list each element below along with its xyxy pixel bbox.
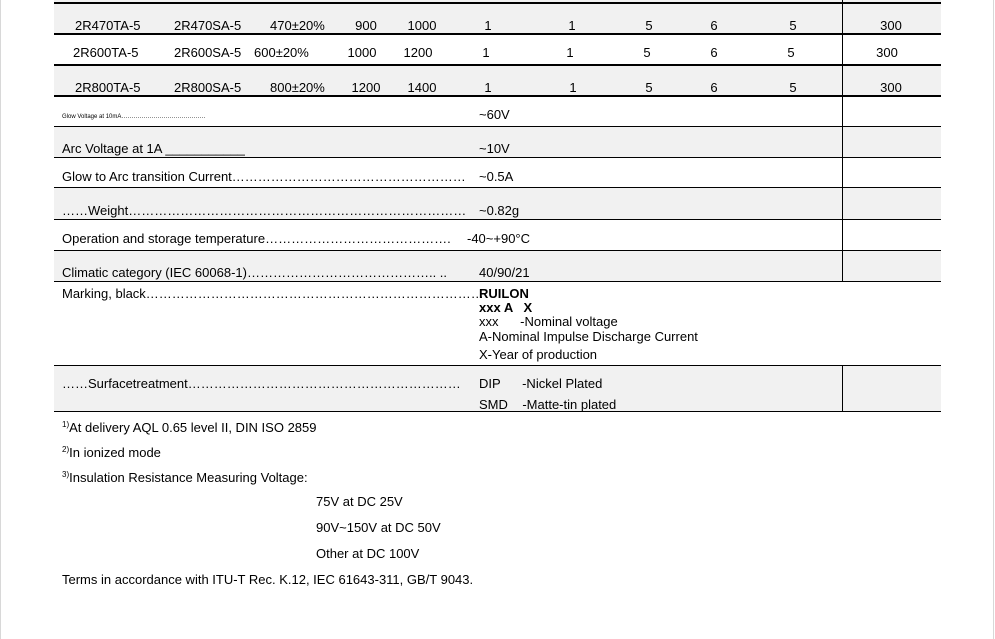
marking-code: xxx A X <box>479 300 533 315</box>
marking-brand: RUILON <box>479 286 529 301</box>
max-impulse: 1000 <box>407 18 437 33</box>
page-edge-left <box>0 0 1 639</box>
type-smd: 2R600SA-5 <box>174 45 242 60</box>
value-3: 5 <box>645 18 653 33</box>
dc-voltage: 600±20% <box>254 45 309 60</box>
value-6: 300 <box>880 18 902 33</box>
type-tht: 2R800TA-5 <box>75 80 141 95</box>
table-rule <box>54 2 941 4</box>
value-3: 5 <box>645 80 653 95</box>
value-3: 5 <box>643 45 651 60</box>
table-rule <box>54 219 941 220</box>
ir-voltage-1: 75V at DC 25V <box>316 494 403 509</box>
table-rule <box>54 33 941 35</box>
table-rule <box>54 187 941 188</box>
marking-line-3: X-Year of production <box>479 347 598 362</box>
ir-voltage-2: 90V~150V at DC 50V <box>316 520 441 535</box>
table-rule <box>54 95 941 97</box>
value-2: 1 <box>566 45 574 60</box>
type-smd: 2R470SA-5 <box>174 18 242 33</box>
min-impulse: 1200 <box>351 80 381 95</box>
footnote-3-text: Insulation Resistance Measuring Voltage: <box>69 470 308 485</box>
ir-voltage-3: Other at DC 100V <box>316 546 420 561</box>
value-5: 5 <box>789 18 797 33</box>
footnote-3-mark: 3) <box>62 470 70 479</box>
value-6: 300 <box>876 45 898 60</box>
max-impulse: 1400 <box>407 80 437 95</box>
type-tht: 2R600TA-5 <box>73 45 139 60</box>
value-6: 300 <box>880 80 902 95</box>
table-rule <box>54 365 941 366</box>
value-1: 1 <box>482 45 490 60</box>
dc-voltage: 470±20% <box>270 18 325 33</box>
column-divider <box>842 365 843 411</box>
value-4: 6 <box>710 18 718 33</box>
value-2: 1 <box>569 80 577 95</box>
weight-label: ……Weight…………………………………………………………………… <box>62 203 467 218</box>
weight-value: ~0.82g <box>479 203 520 218</box>
table-rule <box>54 64 941 66</box>
footnote-1-mark: 1) <box>62 420 70 429</box>
marking-label: Marking, black…………………………………………………………………… <box>62 286 484 301</box>
footnote-1-text: At delivery AQL 0.65 level II, DIN ISO 2859 <box>69 420 317 435</box>
value-2: 1 <box>568 18 576 33</box>
footnote-2 <box>62 445 161 460</box>
glow-to-arc-label: Glow to Arc transition Current……………………………………………… <box>62 169 466 184</box>
temperature-value: -40~+90°C <box>467 231 531 246</box>
surface-dip: DIP -Nickel Plated <box>479 376 603 391</box>
table-rule <box>54 250 941 251</box>
terms-text: Terms in accordance with ITU-T Rec. K.12, IEC 61643-311, GB/T 9043. <box>62 572 474 587</box>
surface-label: ……Surfacetreatment……………………………………………………… <box>62 376 461 391</box>
value-1: 1 <box>484 80 492 95</box>
arc-voltage-label: Arc Voltage at 1A ___________ <box>62 141 245 156</box>
type-smd: 2R800SA-5 <box>174 80 242 95</box>
glow-to-arc-value: ~0.5A <box>479 169 514 184</box>
min-impulse: 900 <box>355 18 377 33</box>
dc-voltage: 800±20% <box>270 80 325 95</box>
glow-voltage-label: Glow Voltage at 10mA…………………………………… <box>62 114 206 120</box>
value-4: 6 <box>710 45 718 60</box>
column-divider <box>842 0 843 282</box>
table-rule <box>54 281 941 282</box>
page-edge-right <box>993 0 994 639</box>
max-impulse: 1200 <box>403 45 433 60</box>
value-5: 5 <box>789 80 797 95</box>
climatic-value: 40/90/21 <box>479 265 530 280</box>
value-4: 6 <box>710 80 718 95</box>
marking-line-2: A-Nominal Impulse Discharge Current <box>479 329 698 344</box>
table-rule <box>54 157 941 158</box>
footnote-2-text: In ionized mode <box>69 445 161 460</box>
value-5: 5 <box>787 45 795 60</box>
min-impulse: 1000 <box>347 45 377 60</box>
marking-line-1: xxx -Nominal voltage <box>479 314 618 329</box>
table-rule <box>54 126 941 127</box>
footnote-2-mark: 2) <box>62 445 70 454</box>
temperature-label: Operation and storage temperature……………………………………. <box>62 231 451 246</box>
value-1: 1 <box>484 18 492 33</box>
surface-smd: SMD -Matte-tin plated <box>479 397 617 412</box>
arc-voltage-value: ~10V <box>479 141 510 156</box>
footnote-3 <box>62 470 308 485</box>
type-tht: 2R470TA-5 <box>75 18 141 33</box>
glow-voltage-value: ~60V <box>479 107 510 122</box>
climatic-label: Climatic category (IEC 60068-1)…………………………………….. .. <box>62 265 448 280</box>
footnote-1 <box>62 420 317 435</box>
